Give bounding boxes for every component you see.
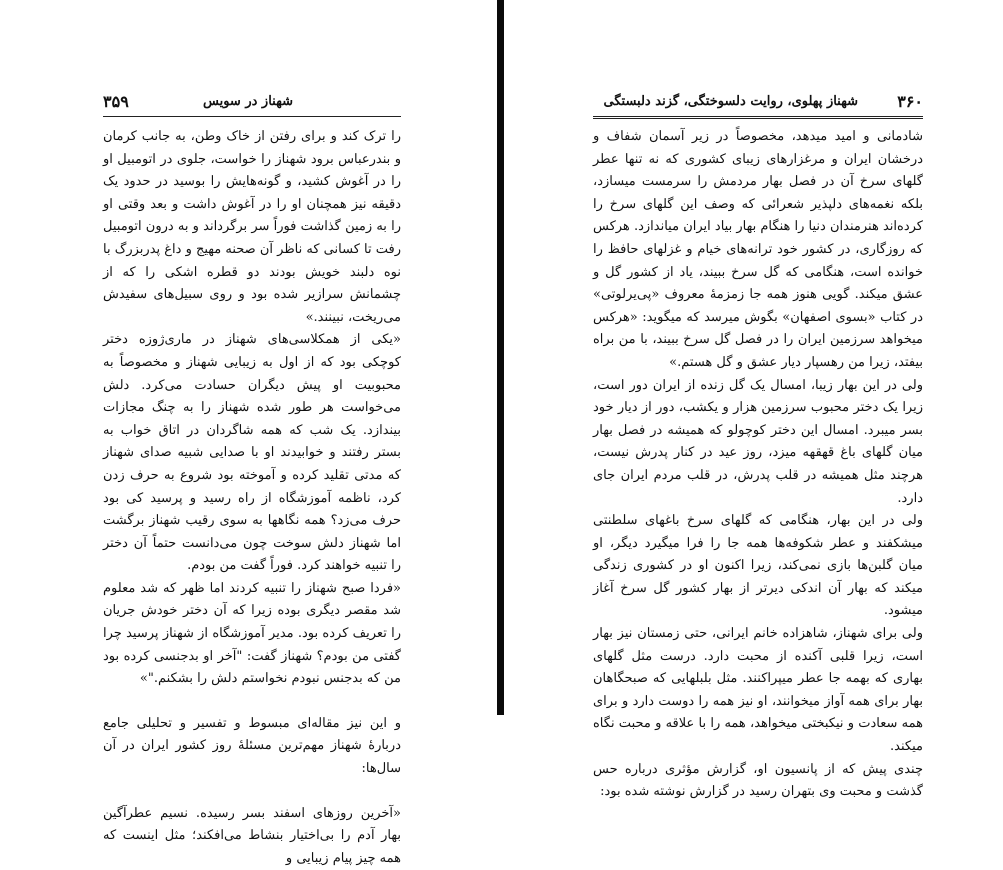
left-page-header: [103, 92, 401, 114]
paragraph: «فردا صبح شهناز را تنبیه کردند اما ظهر که شد معلوم شد مقصر دیگری بوده زیرا که آن دختر خودش جریان را تعریف کرده بود. مدیر آموزشگاه از شهناز پرسید چرا گفتی من بودم؟ شهناز گفت: "آخر او بدجنسی کرده بود من که بدجنس نبودم نخواستم دلش را بشکنم."»: [103, 580, 401, 687]
paragraph: «آخرین روزهای اسفند بسر رسیده. نسیم عطرآگین بهار آدم را بی‌اختیار بنشاط می‌افکند؛ مثل اینست که همه چیز پیام زیبایی و: [103, 805, 401, 866]
body-text: [103, 126, 401, 870]
paragraph: شادمانی و امید میدهد، مخصوصاً در زیر آسمان شفاف و درخشان ایران و مرغزارهای زیبای کشوری که نه تنها عطر گلهای سرخ آن در فصل بهار مردمش را سرمست میسازد، بلکه نغمه‌های دلپذیر شعرائی که وصف این گلهای سرخ را کرده‌اند هنرمندان دنیا را هنگام بهار بیاد ایران میاندازد. هرکس که روزگاری، در کشور خود ترانه‌های خیام و غزلهای حافظ را خوانده است، هنگامی که گل سرخ ببیند، یاد از کشور گل و عشق میکند. گویی هنوز همه جا زمزمهٔ معروف «پی‌یرلوتی» در کتاب «بسوی اصفهان» بگوش میرسد که میگوید: «هرکس میخواهد سرزمین ایران را در فصل گل سرخ ببیند، با من براه بیفتد، زیرا من رهسپار دیار عشق و گل هستم.»: [593, 129, 923, 370]
body-text: [593, 126, 923, 804]
page-number: ۳۵۹: [103, 92, 129, 111]
paragraph: ولی در این بهار زیبا، امسال یک گل زنده از ایران دور است، زیرا یک دختر محبوب سرزمین هزار و یکشب، دور از دیار خود بسر میبرد. امسال این دختر کوچولو که همیشه در فصل بهار میان گلهای باغ قهقهه میزد، روز عید در کنار پدرش نیست، هرچند مثل همیشه در قلب پدرش، در قلب مردم ایران جای دارد.: [593, 377, 923, 506]
paragraph: و این نیز مقاله‌ای مبسوط و تفسیر و تحلیلی جامع دربارهٔ شهناز مهم‌ترین مسئلهٔ روز کشور ایران در آن سال‌ها:: [103, 715, 401, 777]
header-rule: [103, 116, 401, 117]
paragraph: چندی پیش که از پانسیون او، گزارش مؤثری درباره حس گذشت و محبت وی بتهران رسید در گزارش نوشته شده بود:: [593, 761, 923, 800]
right-page-header: [593, 92, 923, 114]
header-rule: [593, 116, 923, 119]
left-page: [0, 0, 497, 866]
running-title: شهناز پهلوی، روایت دلسوختگی، گزند دلبستگی: [603, 94, 858, 109]
paragraph: را ترک کند و برای رفتن از خاک وطن، به جانب کرمان و بندرعباس برود شهناز را خواست، جلوی در اتومبیل او را در آغوش کشید، و گونه‌هایش را بوسید در حدود یک دقیقه نیز همچنان او را در آغوش داشت و بعد وقتی او را به زمین گذاشت فوراً سر برگرداند و به درون اتومبیل رفت تا کسانی که ناظر آن صحنه مهیج و داغ پدربزرگ با نوه دلبند خویش بودند دو قطره اشکی را که از چشمانش سرازیر شده بود و روی سبیل‌های سفیدش می‌ریخت، نبینند.»: [103, 129, 401, 325]
right-page: [507, 0, 1003, 800]
running-title: شهناز در سویس: [203, 94, 293, 109]
paragraph: ولی برای شهناز، شاهزاده خانم ایرانی، حتی زمستان نیز بهار است، زیرا قلبی آکنده از محبت دارد. درست مثل گلهای بهاری که بهمه جا عطر میپراکنند. مثل بلبلهایی که صبحگاهان بهار برای همه آواز میخوانند، او نیز همه را دوست دارد و برای همه سعادت و نیکبختی میخواهد، همه را با علاقه و محبت نگاه میکند.: [593, 626, 923, 755]
paragraph: «یکی از همکلاسی‌های شهناز در ماری‌ژوزه دختر کوچکی بود که از اول به زیبایی شهناز و مخصوصاً به محبوبیت او پیش دیگران حسادت می‌کرد. دلش می‌خواست هر طور شده شهناز را به چنگ مجازات بیندازد. یک شب که همه شاگردان در اتاق خواب به بستر رفتند و خوابیدند او با صدایی شبیه صدای شهناز که مدتی تقلید کرده و آموخته بود شروع به حرف زدن کرد، ناظمه آموزشگاه از راه رسید و پرسید کی بود حرف می‌زد؟ همه نگاهها به سوی رقیب شهناز برگشت اما شهناز دلش سوخت چون می‌دانست حتماً آن دختر را تنبیه خواهند کرد. فوراً گفت من بودم.: [103, 332, 401, 574]
paragraph: ولی در این بهار، هنگامی که گلهای سرخ باغهای سلطنتی میشکفند و عطر شکوفه‌ها همه جا را فرا میگیرد دیگر، او میان گلبن‌ها بازی نمی‌کند، زیرا اکنون او در کشوری زندگی میکند که بهار آن اندکی دیرتر از بهار کشور گل سرخ آغاز میشود.: [593, 513, 923, 619]
book-spine: [497, 0, 504, 715]
page-number: ۳۶۰: [897, 92, 923, 111]
